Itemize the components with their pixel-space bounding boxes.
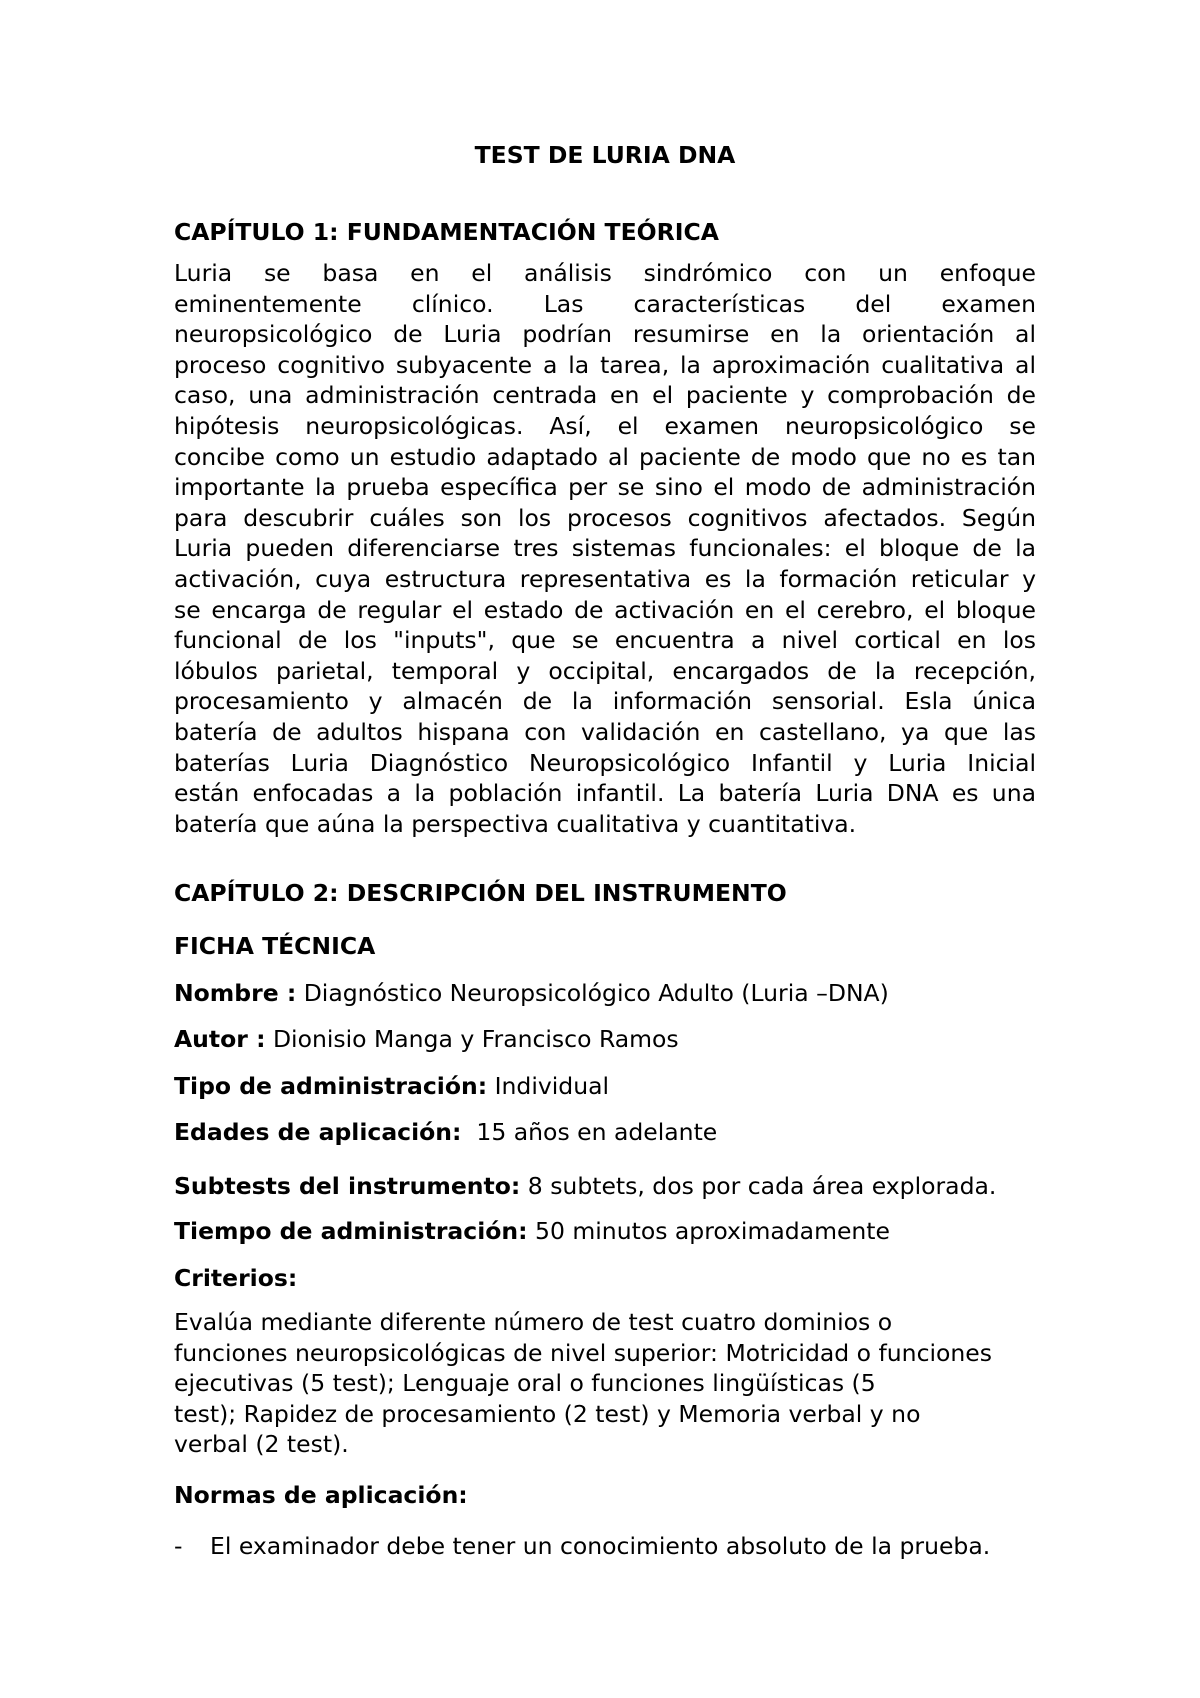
chapter-1-heading: CAPÍTULO 1: FUNDAMENTACIÓN TEÓRICA xyxy=(174,218,719,246)
field-label: Tipo de administración: xyxy=(174,1072,488,1100)
chapter-1-paragraph xyxy=(174,258,1036,839)
paragraph-line: neuropsicológico de Luria podrían resumirse en la orientación al xyxy=(174,320,1036,349)
field-edades-aplicacion xyxy=(174,1118,717,1146)
field-label: Autor : xyxy=(174,1025,266,1053)
ficha-tecnica-heading: FICHA TÉCNICA xyxy=(174,932,376,960)
paragraph-line: activación, cuya estructura representativa es la formación reticular y xyxy=(174,564,1036,593)
field-value: 15 años en adelante xyxy=(461,1118,718,1146)
field-tiempo-administracion xyxy=(174,1217,890,1245)
paragraph-line: funciones neuropsicológicas de nivel superior: Motricidad o funciones xyxy=(174,1338,992,1367)
paragraph-line: verbal (2 test). xyxy=(174,1430,349,1459)
field-value: 50 minutos aproximadamente xyxy=(527,1217,890,1245)
paragraph-line: test); Rapidez de procesamiento (2 test) y Memoria verbal y no xyxy=(174,1399,921,1428)
field-label: Tiempo de administración: xyxy=(174,1217,528,1245)
normas-heading: Normas de aplicación: xyxy=(174,1481,468,1509)
paragraph-line: caso, una administración centrada en el paciente y comprobación de xyxy=(174,381,1036,410)
paragraph-line: hipótesis neuropsicológicas. Así, el examen neuropsicológico se xyxy=(174,411,1036,440)
paragraph-line: están enfocadas a la población infantil. La batería Luria DNA es una xyxy=(174,779,1036,808)
field-value: 8 subtets, dos por cada área explorada. xyxy=(520,1172,997,1200)
paragraph-line: eminentemente clínico. Las características del examen xyxy=(174,289,1036,318)
field-value: Diagnóstico Neuropsicológico Adulto (Luria –DNA) xyxy=(296,979,889,1007)
paragraph-line: Luria se basa en el análisis sindrómico con un enfoque xyxy=(174,259,1036,287)
list-item-text: El examinador debe tener un conocimiento absoluto de la prueba. xyxy=(210,1532,991,1560)
paragraph-line: importante la prueba específica per se sino el modo de administración xyxy=(174,473,1036,502)
paragraph-line: lóbulos parietal, temporal y occipital, encargados de la recepción, xyxy=(174,656,1036,685)
field-autor xyxy=(174,1025,679,1053)
field-value: Dionisio Manga y Francisco Ramos xyxy=(265,1025,679,1053)
document-title: TEST DE LURIA DNA xyxy=(474,141,736,169)
bullet-dash: - xyxy=(174,1532,183,1560)
paragraph-line: funcional de los "inputs", que se encuentra a nivel cortical en los xyxy=(174,626,1036,655)
field-subtests xyxy=(174,1172,996,1200)
field-value: Individual xyxy=(487,1072,610,1100)
field-label: Subtests del instrumento: xyxy=(174,1172,521,1200)
paragraph-line: baterías Luria Diagnóstico Neuropsicológico Infantil y Luria Inicial xyxy=(174,748,1036,777)
field-nombre xyxy=(174,979,889,1007)
paragraph-line: Luria pueden diferenciarse tres sistemas funcionales: el bloque de la xyxy=(174,534,1036,563)
paragraph-line: batería que aúna la perspectiva cualitativa y cuantitativa. xyxy=(174,809,857,838)
paragraph-line: concibe como un estudio adaptado al paciente de modo que no es tan xyxy=(174,442,1036,471)
chapter-2-heading: CAPÍTULO 2: DESCRIPCIÓN DEL INSTRUMENTO xyxy=(174,879,787,907)
criterios-paragraph xyxy=(174,1307,1036,1460)
normas-list-item xyxy=(174,1532,990,1560)
field-label: Nombre : xyxy=(174,979,297,1007)
paragraph-line: batería de adultos hispana con validación en castellano, ya que las xyxy=(174,717,1036,746)
paragraph-line: Evalúa mediante diferente número de test cuatro dominios o xyxy=(174,1308,893,1336)
field-label: Edades de aplicación: xyxy=(174,1118,462,1146)
paragraph-line: proceso cognitivo subyacente a la tarea, la aproximación cualitativa al xyxy=(174,350,1036,379)
paragraph-line: ejecutivas (5 test); Lenguaje oral o funciones lingüísticas (5 xyxy=(174,1369,876,1398)
criterios-heading: Criterios: xyxy=(174,1264,298,1292)
field-tipo-administracion xyxy=(174,1072,609,1100)
paragraph-line: se encarga de regular el estado de activación en el cerebro, el bloque xyxy=(174,595,1036,624)
paragraph-line: para descubrir cuáles son los procesos cognitivos afectados. Según xyxy=(174,503,1036,532)
paragraph-line: procesamiento y almacén de la información sensorial. Esla única xyxy=(174,687,1036,716)
